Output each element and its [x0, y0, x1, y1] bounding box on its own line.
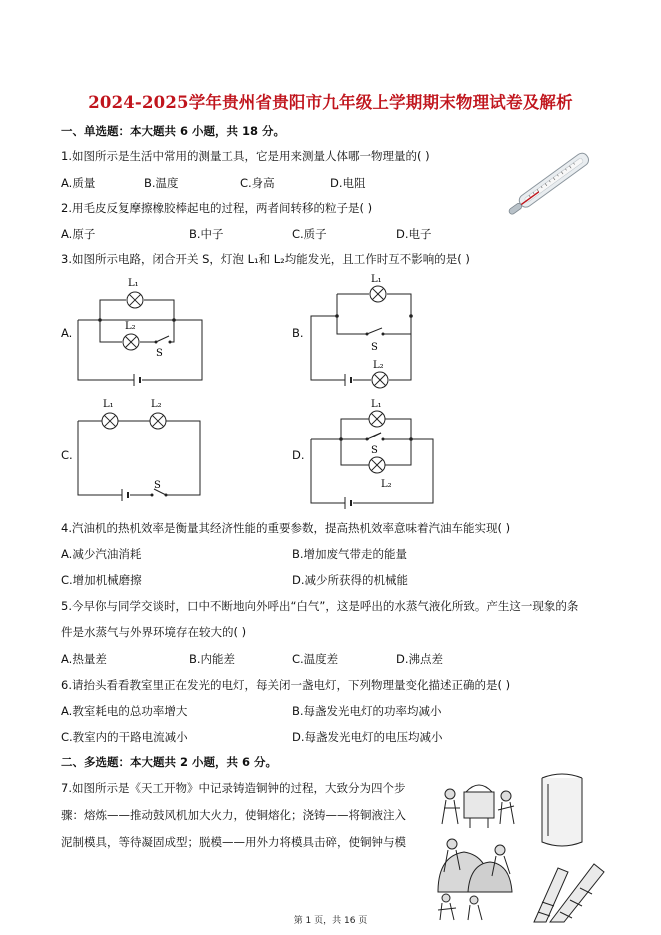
question-3-stem: 3.如图所示电路，闭合开关 S，灯泡 L₁和 L₂均能发光，且工作时互不影响的是( ): [61, 252, 470, 266]
lamp-l1-label: L₁: [371, 274, 382, 285]
lamp-l2-label: L₂: [151, 399, 162, 410]
switch-s-label: S: [154, 480, 161, 491]
question-4-option-d: D.减少所获得的机械能: [292, 573, 409, 587]
lamp-l1-label: L₁: [128, 278, 139, 289]
question-1-stem: 1.如图所示是生活中常用的测量工具，它是用来测量人体哪一物理量的( ): [61, 149, 430, 163]
lamp-l2-label: L₂: [381, 479, 392, 490]
circuit-diagram-b: [305, 270, 445, 390]
question-2-stem: 2.用毛皮反复摩擦橡胶棒起电的过程，两者间转移的粒子是( ): [61, 201, 373, 215]
question-5-option-a: A.热量差: [61, 652, 107, 666]
page-title: 2024-2025学年贵州省贵阳市九年级上学期期末物理试卷及解析: [88, 93, 573, 112]
question-5-stem-line-2: 件是水蒸气与外界环境存在较大的( ): [61, 625, 247, 639]
question-4-option-c: C.增加机械磨擦: [61, 573, 142, 587]
question-1-option-c: C.身高: [240, 176, 275, 190]
bell-casting-illustration: [430, 772, 610, 922]
lamp-l1-label: L₁: [371, 399, 382, 410]
question-5-option-c: C.温度差: [292, 652, 339, 666]
question-5-option-b: B.内能差: [189, 652, 236, 666]
question-3-option-b: B.: [292, 326, 304, 340]
page-footer: 第 1 页，共 16 页: [293, 916, 368, 926]
question-1-option-a: A.质量: [61, 176, 96, 190]
question-7-line-2: 骤：熔炼——推动鼓风机加大火力，使铜熔化；浇铸——将铜液注入: [61, 808, 406, 822]
question-6-option-d: D.每盏发光电灯的电压均减小: [292, 730, 443, 744]
question-1-option-b: B.温度: [144, 176, 179, 190]
question-4-stem: 4.汽油机的热机效率是衡量其经济性能的重要参数，提高热机效率意味着汽油车能实现( ): [61, 521, 511, 535]
question-6-option-b: B.每盏发光电灯的功率均减小: [292, 704, 442, 718]
question-7-line-1: 7.如图所示是《天工开物》中记录铸造铜钟的过程，大致分为四个步: [61, 781, 406, 795]
switch-s-label: S: [371, 342, 378, 353]
question-2-option-a: A.原子: [61, 227, 96, 241]
switch-s-label: S: [156, 348, 163, 359]
thermometer-icon: [505, 140, 605, 220]
question-2-option-d: D.电子: [396, 227, 432, 241]
lamp-l2-label: L₂: [125, 321, 136, 332]
circuit-diagram-c: [70, 395, 220, 505]
circuit-diagram-a: [70, 270, 230, 390]
switch-s-label: S: [371, 445, 378, 456]
lamp-l2-label: L₂: [373, 360, 384, 371]
question-4-option-a: A.减少汽油消耗: [61, 547, 142, 561]
question-6-stem: 6.请抬头看看教室里正在发光的电灯，每关闭一盏电灯，下列物理量变化描述正确的是( ): [61, 678, 511, 692]
question-6-option-c: C.教室内的干路电流减小: [61, 730, 188, 744]
question-7-line-3: 泥制模具，等待凝固成型；脱模——用外力将模具击碎，使铜钟与模: [61, 835, 406, 849]
question-1-option-d: D.电阻: [330, 176, 366, 190]
question-2-option-b: B.中子: [189, 227, 224, 241]
section-heading-multiple-choice: 二、多选题：本大题共 2 小题，共 6 分。: [61, 755, 278, 769]
question-3-option-c: C.: [61, 448, 73, 462]
question-6-option-a: A.教室耗电的总功率增大: [61, 704, 188, 718]
question-5-option-d: D.沸点差: [396, 652, 444, 666]
question-3-option-d: D.: [292, 448, 305, 462]
question-4-option-b: B.增加废气带走的能量: [292, 547, 408, 561]
lamp-l1-label: L₁: [103, 399, 114, 410]
circuit-diagram-d: [305, 395, 445, 510]
question-3-option-a: A.: [61, 326, 73, 340]
question-2-option-c: C.质子: [292, 227, 327, 241]
question-5-stem-line-1: 5.今早你与同学交谈时，口中不断地向外呼出“白气”，这是呼出的水蒸气液化所致。产生这一现象的条: [61, 599, 579, 613]
section-heading-single-choice: 一、单选题：本大题共 6 小题，共 18 分。: [61, 124, 286, 138]
